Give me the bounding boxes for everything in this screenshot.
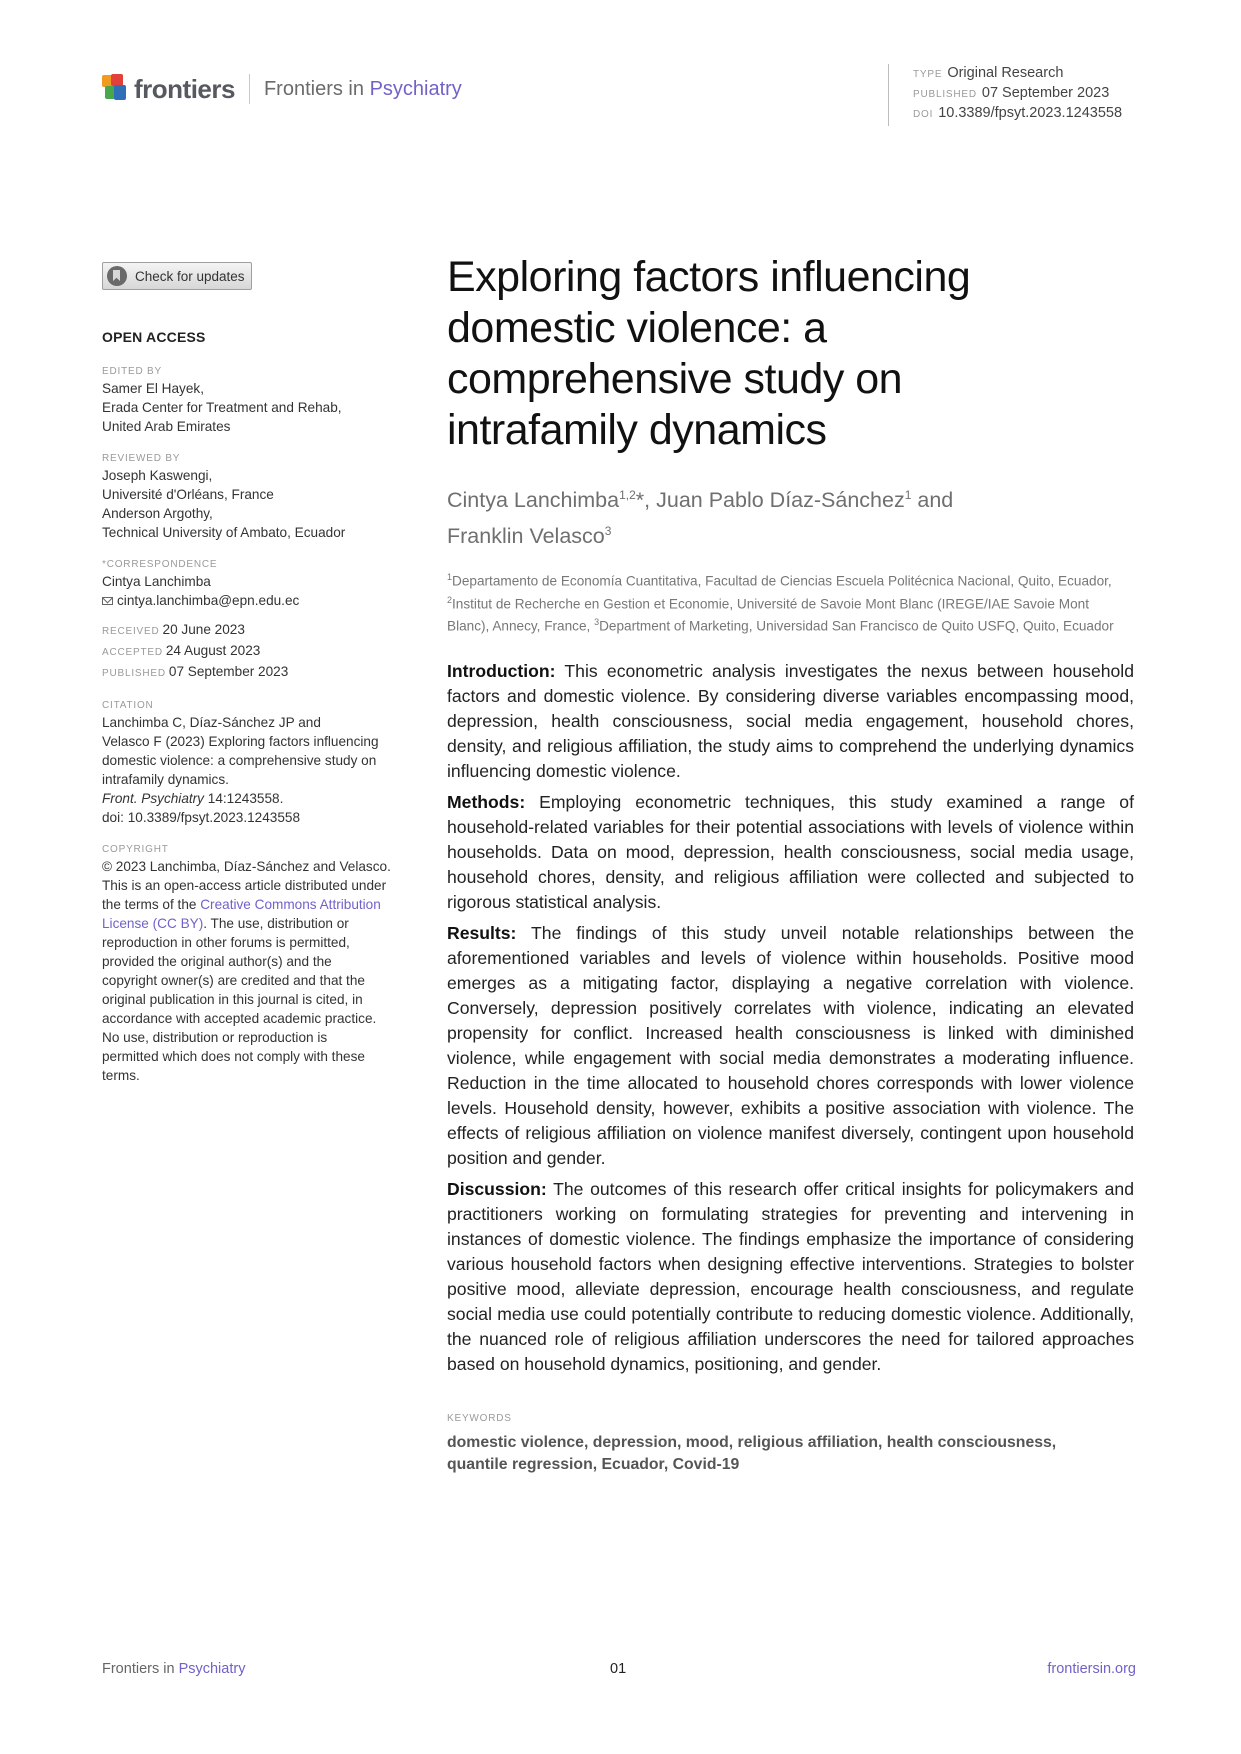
correspondence-email: cintya.lanchimba@epn.edu.ec [117,593,300,608]
article-title: Exploring factors influencing domestic violence: a comprehensive study on intrafamily dynamics [447,253,971,454]
copyright-label: COPYRIGHT [102,844,169,855]
envelope-icon [102,597,113,605]
reviewed-by-label: REVIEWED BY [102,453,181,464]
abstract-introduction: Introduction: This econometric analysis investigates the nexus between household factors and domestic violence. By considering diverse variables encompassing mood, depression, health consciousness, social media engagement, household chores, density, and religious affiliation, the study aims to comprehend the underlying dynamics influencing domestic violence. [447,660,1134,781]
article-published-date: PUBLISHED 07 September 2023 [913,85,1110,101]
keywords-label: KEYWORDS [447,1412,512,1424]
check-for-updates-label: Check for updates [135,268,245,284]
frontiers-logo-icon [102,74,128,104]
author-list: Cintya Lanchimba$^{1,2}$*, Juan Pablo Díaz-Sánchez$^1$ and Franklin Velasco$^3$ [447,488,954,549]
bookmark-icon [107,266,127,286]
citation-text: Lanchimba C, Díaz-Sánchez JP and Velasco F (2023) Exploring factors influencing domestic violence: a comprehensive study on intrafamily dynamics. Front. Psychiatry 14:1243558. doi: 10.3389/fpsyt.2023.1243558 [102,713,422,827]
received-date: RECEIVED 20 June 2023 [102,622,245,637]
cc-license-link-cont[interactable]: License (CC BY) [102,916,204,931]
frontiers-logo [102,72,462,106]
abstract [447,659,1134,1377]
author-link[interactable]: Juan Pablo Díaz-Sánchez [656,488,905,513]
journal-name: Frontiers in Psychiatry [263,77,462,100]
page-number: 01 [610,1661,627,1677]
logo-wordmark: frontiers [134,73,235,104]
author-link[interactable]: Franklin Velasco [447,524,605,549]
affiliations: $^1$Departamento de Economía Cuantitativa, Facultad de Ciencias Escuela Politécnica Nacional, Quito, Ecuador, $^2$Institut de Recherche en Gestion et Economie, Université de Savoie Mont Blanc (IREGE/IAE Savoie Mont Blanc), Annecy, France, $^3$Department of Marketing, Universidad San Francisco de Quito USFQ, Quito, Ecuador [447,572,1114,634]
article-main [447,252,1134,1476]
correspondence-name: Cintya Lanchimba [102,574,211,589]
article-doi[interactable]: DOI 10.3389/fpsyt.2023.1243558 [913,105,1123,121]
keywords-list: domestic violence, depression, mood, religious affiliation, health consciousness, quantile regression, Ecuador, Covid-19 [447,1433,1057,1473]
article-sidebar [102,262,422,1085]
cc-license-link[interactable]: Creative Commons Attribution [200,897,381,912]
abstract-methods: Methods: Employing econometric techniques, this study examined a range of household-related variables for their potential associations with levels of violence within households. Data on mood, depression, health consciousness, social media usage, household chores, density, and religious affiliation were collected and subjected to rigorous statistical analysis. [447,791,1134,912]
accepted-date: ACCEPTED 24 August 2023 [102,643,261,658]
history-dates [102,620,422,683]
correspondence-email-link[interactable] [102,591,422,610]
edited-by-label: EDITED BY [102,366,162,377]
abstract-discussion: Discussion: The outcomes of this research offer critical insights for policymakers and practitioners working on formulating strategies for preventing and intervening in instances of domestic violence. The findings emphasize the importance of considering various household factors when designing effective interventions. Strategies to bolster positive mood, alleviate depression, encourage health consciousness, and regulate social media use could potentially contribute to reducing domestic violence. Additionally, the nuanced role of religious affiliation underscores the need for tailored approaches based on household dynamics, positioning, and gender. [447,1178,1134,1374]
published-date: PUBLISHED 07 September 2023 [102,664,289,679]
open-access-label: OPEN ACCESS [102,329,206,345]
reviewer-info: Joseph Kaswengi, Université d'Orléans, France Anderson Argothy, Technical University of Ambato, Ecuador [102,468,346,540]
abstract-results: Results: The findings of this study unveil notable relationships between the aforementioned variables and levels of violence within households. Positive mood emerges as a mitigating factor, displaying a negative correlation with violence. Conversely, depression positively correlates with violence, indicating an elevated propensity for conflict. Increased health consciousness is linked with diminished violence, while engagement with social media demonstrates a moderating influence. Reduction in the time allocated to household chores corresponds with lower violence levels. Household density, however, exhibits a positive association with violence. The effects of religious affiliation on violence manifest diversely, contingent upon household position and gender. [447,922,1134,1168]
article-type: TYPE Original Research [913,65,1064,81]
article-meta [888,64,1122,126]
logo-divider [249,74,250,104]
editor-info: Samer El Hayek, Erada Center for Treatment and Rehab, United Arab Emirates [102,381,342,434]
footer-site-link[interactable]: frontiersin.org [1047,1661,1136,1677]
footer-journal: Frontiers in Psychiatry [102,1661,246,1677]
citation-doi: doi: 10.3389/fpsyt.2023.1243558 [102,810,301,825]
copyright-text: © 2023 Lanchimba, Díaz-Sánchez and Velasco. This is an open-access article distributed under the terms of the Creative Commons Attribution License (CC BY). The use, distribution or reproduction in other forums is permitted, provided the original author(s) and the copyright owner(s) are credited and that the original publication in this journal is cited, in accordance with accepted academic practice. No use, distribution or reproduction is permitted which does not comply with these terms. [102,859,391,1083]
correspondence-label: *CORRESPONDENCE [102,559,218,570]
citation-label: CITATION [102,700,154,711]
author-link[interactable]: Cintya Lanchimba [447,488,620,513]
check-for-updates-button[interactable] [102,262,252,290]
